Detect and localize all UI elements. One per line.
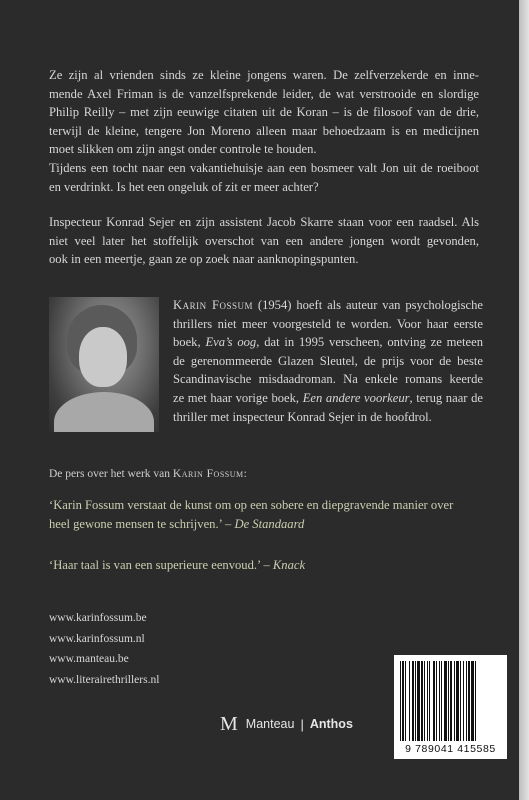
bio-line: de gerenommeerde Glazen Sleutel, de prijs voor de beste (173, 353, 483, 368)
press-heading: De pers over het werk van Karin Fossum: (49, 468, 247, 480)
author-name: Karin Fossum (173, 298, 253, 312)
website-link[interactable]: www.literairethrillers.nl (49, 673, 160, 686)
blurb-line: Philip Reilly – met zijn eeuwige citaten uit de Koran – is de filosoof van de drie, (49, 105, 479, 120)
press-quote-1: ‘Karin Fossum verstaat de kunst om op een sobere en diepgravende manier over heel gewone mensen te schrijven.’ – De Standaard (49, 498, 454, 531)
barcode (394, 655, 507, 759)
bio-line: thrillers niet meer voorgesteld te worden. Voor haar eerste (173, 316, 483, 331)
website-link[interactable]: www.manteau.be (49, 653, 129, 665)
bio-line: ze met haar vorige boek, Een andere voorkeur, terug naar de (173, 390, 483, 405)
website-link[interactable]: www.karinfossum.nl (49, 632, 145, 645)
publisher-separator: | (300, 716, 304, 732)
publisher-logo (220, 713, 353, 735)
publisher-name: Manteau (245, 717, 295, 731)
press-quote-2: ‘Haar taal is van een superieure eenvoud.’ – Knack (49, 558, 306, 572)
bio-line: boek, Eva’s oog, dat in 1995 verscheen, ontving ze meteen (173, 335, 483, 350)
blurb-line: terwijl de kleine, tengere Jon Moreno alleen maar behoedzaam is en medicijnen (49, 123, 479, 138)
author-photo (49, 297, 159, 432)
website-link[interactable]: www.karinfossum.be (49, 612, 147, 624)
isbn-number: 9 789041 415585 (405, 743, 496, 755)
blurb-line: en verdrinkt. Is het een ongeluk of zit er meer achter? (49, 179, 319, 194)
blurb-line: Ze zijn al vrienden sinds ze kleine jongens waren. De zelfverzekerde en inne- (49, 68, 479, 82)
barcode-icon (400, 661, 501, 743)
website-list (49, 608, 159, 690)
book-title: Eva’s oog (205, 335, 257, 350)
author-bio (173, 296, 483, 426)
blurb-line: ook in een meertje, gaan ze op zoek naar aanknopingspunten. (49, 252, 359, 267)
quote-source: De Standaard (234, 516, 305, 531)
publisher-name-2: Anthos (309, 717, 353, 731)
blurb-line: mende Axel Friman is de vanzelfsprekende leider, de wat verstrooide en slordige (49, 86, 479, 101)
quote-source: Knack (272, 558, 306, 572)
blurb-paragraph-1 (49, 66, 479, 196)
bio-line: Karin Fossum (1954) hoeft als auteur van psychologische (173, 298, 483, 312)
blurb-line: niet veel later het stoffelijk overschot van een andere jongen wordt gevonden, (49, 233, 479, 248)
bio-line: thriller met inspecteur Konrad Sejer in de hoofdrol. (173, 409, 432, 424)
blurb-line: moet slikken om zijn angst onder controle te houden. (49, 142, 317, 157)
blurb-line: Inspecteur Konrad Sejer en zijn assistent Jacob Skarre staan voor een raadsel. Als (49, 215, 479, 229)
manteau-logo-icon: M (220, 712, 238, 735)
book-title: Een andere voorkeur (302, 390, 410, 405)
blurb-paragraph-2 (49, 213, 479, 269)
page-edge (519, 0, 529, 800)
blurb-line: Tijdens een tocht naar een vakantiehuisje aan een bosmeer valt Jon uit de roeiboot (49, 160, 479, 175)
bio-line: Scandinavische misdaadroman. Na enkele romans keerde (173, 372, 483, 387)
